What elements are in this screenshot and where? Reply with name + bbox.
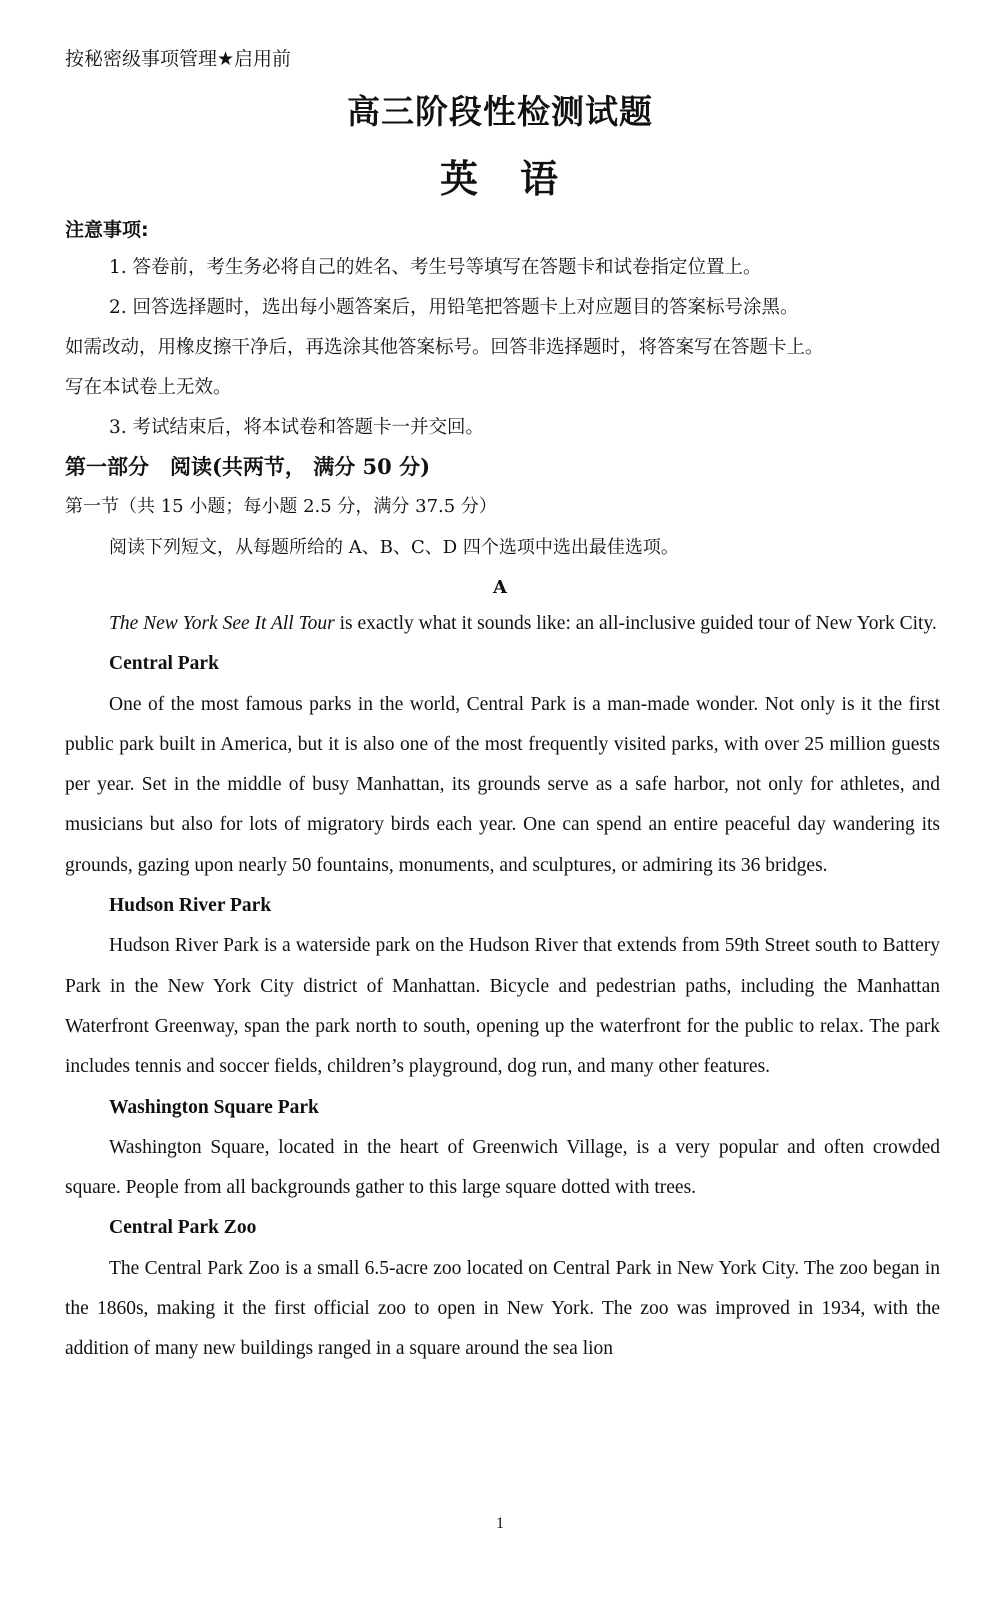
secrecy-label: 按秘密级事项管理★启用前 (65, 48, 292, 70)
section-heading-washington-square-park: Washington Square Park (109, 1096, 319, 1118)
section-heading-hudson-river-park: Hudson River Park (109, 895, 272, 917)
passage-intro (65, 604, 940, 644)
passage-body (65, 604, 940, 1370)
passage-label: A (493, 577, 507, 598)
section-text-central-park: One of the most famous parks in the world, Central Park is a man-made wonder. Not only is it the first public park built in America, but it is also one of the most frequently visited parks, with over 25 million guests per year. Set in the middle of busy Manhattan, its grounds serve as a safe harbor, not only for athletes, and musicians but also for lots of migratory birds each year. One can spend an entire peaceful day wandering its grounds, gazing upon nearly 50 fountains, monuments, and sculptures, or admiring its 36 bridges. (65, 693, 940, 876)
intro-text: is exactly what it sounds like: an all-inclusive guided tour of New York City. (334, 613, 937, 634)
section-text-washington-square-park: Washington Square, located in the heart of Greenwich Village, is a very popular and often crowded square. People from all backgrounds gather to this large square dotted with trees. (65, 1136, 940, 1199)
section-text-hudson-river-park: Hudson River Park is a waterside park on the Hudson River that extends from 59th Street south to Battery Park in the New York City district of Manhattan. Bicycle and pedestrian paths, including the Manhattan Waterfront Greenway, span the park north to south, opening up the waterfront for the public to relax. The park includes tennis and soccer fields, children’s playground, dog run, and many other features. (65, 935, 940, 1078)
section-one-title: 第一节（共 15 小题；每小题 2.5 分，满分 37.5 分） (65, 496, 497, 517)
reading-instruction: 阅读下列短文，从每题所给的 A、B、C、D 四个选项中选出最佳选项。 (109, 537, 679, 558)
subject-title: 英 语 (439, 156, 560, 201)
page-number: 1 (496, 1515, 504, 1532)
note-item-3: 3. 考试结束后，将本试卷和答题卡一并交回。 (109, 417, 485, 438)
section-heading-central-park-zoo: Central Park Zoo (109, 1217, 257, 1239)
note-item-2-line-2: 如需改动，用橡皮擦干净后，再选涂其他答案标号。回答非选择题时，将答案写在答题卡上。 (65, 337, 824, 358)
note-item-2-line-3: 写在本试卷上无效。 (65, 377, 232, 398)
exam-title: 高三阶段性检测试题 (347, 92, 653, 131)
part-one-title: 第一部分 阅读(共两节， 满分 50 分) (65, 454, 431, 479)
section-text-central-park-zoo: The Central Park Zoo is a small 6.5-acre zoo located on Central Park in New York City. The zoo began in the 1860s, making it the first official zoo to open in New York. The zoo was improved in 1934, with the addition of many new buildings ranged in a square around the sea lion (65, 1257, 940, 1360)
notes-heading: 注意事项: (65, 219, 149, 241)
tour-name: The New York See It All Tour (109, 613, 335, 634)
note-item-1: 1. 答卷前，考生务必将自己的姓名、考生号等填写在答题卡和试卷指定位置上。 (109, 257, 762, 278)
note-item-2-line-1: 2. 回答选择题时，选出每小题答案后，用铅笔把答题卡上对应题目的答案标号涂黑。 (109, 297, 799, 318)
section-heading-central-park: Central Park (109, 653, 219, 675)
notes-list (65, 248, 940, 448)
